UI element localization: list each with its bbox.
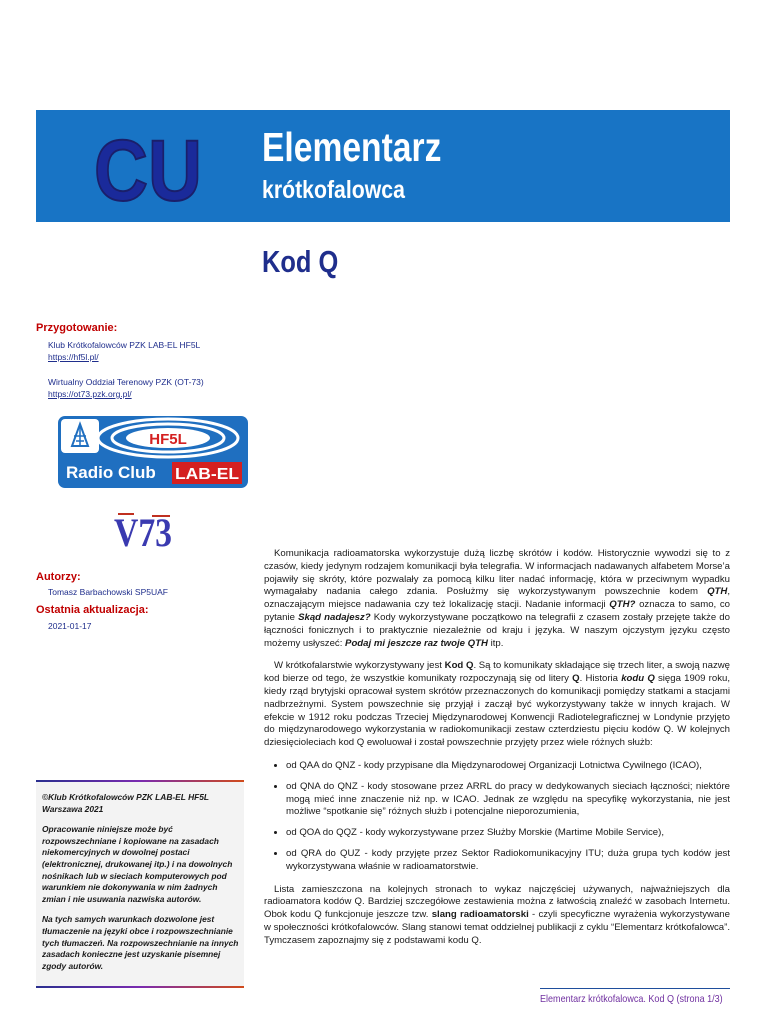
paragraph-2: W krótkofalarstwie wykorzystywany jest Kod Q. Są to komunikaty składające się trzech liter, a swoją nazwę kod bierze od tego, że wszystkie komunikaty rozpoczynają się od litery Q. Historia kodu Q sięga 1909 roku, kiedy rząd brytyjski opracował system skrótów przeznaczonych do komunikacji pomiędzy statkami a stacjami nadbrzeżnymi. System powszechnie się przyjął i zaczął być wykorzystywany także w innych krajach. W efekcie w 1912 roku podczas Trzeciej Międzynarodowej Konwencji Radiotelegraficznej w Londynie przyjęto do międzynarodowego wykorzystania w radiokomunikacji zestaw czterdziestu pięciu kodów Q. W kolejnych dziesięcioleciach kod Q ewoluował i został powszechnie przyjęty przez wiele różnych służb:	[264, 660, 731, 749]
q-code-ranges-list	[264, 760, 730, 874]
lab-el-text: LAB-EL	[175, 466, 240, 483]
paragraph-1: Komunikacja radioamatorska wykorzystuje dużą liczbę skrótów i kodów. Historycznie wywodzi się to z czasów, kiedy jedynym rodzajem komunikacji była telegrafia. W informacjach nadawanych alfabetem Morse’a pojawiły się skróty, które pozwalały za pomocą kilku liter nadać informację, która w przeciwnym wypadku wymagałaby nadania całego zdania. Posłużmy się wykorzystywanym powszechnie kodem QTH, oznaczającym miejsce nadawania czy też lokalizację stacji. Nadanie informacji QTH? oznacza to samo, co pytanie Skąd nadajesz? Kody wykorzystywane początkowo na telegrafii z czasem zostały przejęte także do łączności fonicznych i to praktycznie niezależnie od kraju i języka. W naszym ojczystym języku często możemy usłyszeć: Podaj mi jeszcze raz twoje QTH itp.	[264, 548, 730, 649]
cu-logo	[88, 118, 208, 218]
authors-value: Tomasz Barbachowski SP5UAF	[48, 587, 168, 597]
copyright-para1: Opracowanie niniejsze może być rozpowszechniane i kopiowane na zasadach niekomercyjnych w dowolnej postaci (elektronicznej, drukowanej itp.) i na dowolnych nośnikach lub w sieciach komputerowych pod warunkiem nie dokonywania w nim żadnych zmian i nie usuwania nazwiska autorów.	[42, 824, 233, 904]
copyright-bottom-rule	[36, 986, 244, 988]
main-article	[264, 548, 730, 958]
radio-club-text: Radio Club	[66, 463, 156, 482]
copyright-para2: Na tych samych warunkach dozwolone jest tłumaczenie na języki obce i rozpowszechnianie tych tłumaczeń. Na rozpowszechnianie na innych zasadach konieczne jest uzyskanie pisemnej zgody autorów.	[42, 914, 239, 971]
org1-link[interactable]: https://hf5l.pl/	[48, 352, 99, 362]
header-subtitle: krótkofalowca	[262, 176, 405, 204]
radio-club-logo	[58, 416, 248, 488]
prepared-label: Przygotowanie:	[36, 322, 118, 334]
paragraph-3: Lista zamieszczona na kolejnych stronach to wykaz najczęściej używanych, najważniejszych dla radioamatora kodów Q. Bardziej szczegółowe zestawienia można z łatwością znaleźć w zasobach Internetu. Obok kodu Q funkcjonuje jeszcze tzw. slang radioamatorski - czyli specyficzne wyrażenia wykorzystywane w społeczności krótkofalowców. Slang stanowi temat oddzielnej publikacji z cyklu “Elementarz krótkofalowca”. Tymczasem zapoznajmy się z podstawami kodu Q.	[264, 883, 730, 946]
copyright-line1: ©Klub Krótkofalowców PZK LAB-EL HF5L	[42, 792, 210, 802]
authors-label: Autorzy:	[36, 571, 81, 583]
cu-logo-text: CU	[94, 123, 202, 219]
v73-logo	[112, 504, 174, 554]
copyright-top-rule	[36, 780, 244, 782]
page-footer: Elementarz krótkofalowca. Kod Q (strona 1/3)	[540, 993, 723, 1005]
footer-rule	[540, 988, 730, 989]
updated-value: 2021-01-17	[48, 621, 92, 631]
copyright-text	[42, 792, 242, 981]
org2-name: Wirtualny Oddział Terenowy PZK (OT-73)	[48, 377, 204, 387]
list-item: • od QRA do QUZ - kody przyjęte przez Sektor Radiokomunikacyjny ITU; duża grupa tych kodów jest wykorzystywana właśnie w radioamatorstwie.	[286, 848, 730, 874]
list-item: • od QOA do QQZ - kody wykorzystywane przez Służby Morskie (Martime Mobile Service),	[286, 827, 730, 840]
org2-link[interactable]: https://ot73.pzk.org.pl/	[48, 389, 132, 399]
org1-name: Klub Krótkofalowców PZK LAB-EL HF5L	[48, 340, 201, 350]
copyright-line2: Warszawa 2021	[42, 803, 104, 814]
list-item: • od QNA do QNZ - kody stosowane przez ARRL do pracy w dedykowanych sieciach łączności; niektóre mogą mieć inne znaczenie niż np. w ICAO. Jednak ze względu na specyfikę wykorzystania, nie jest możliwe “spotkanie się” różnych służb i potencjalne nieporozumienia,	[286, 781, 730, 819]
hf5l-badge-text: HF5L	[149, 431, 187, 448]
document-title: Kod Q	[262, 244, 339, 279]
list-item: • od QAA do QNZ - kody przypisane dla Międzynarodowej Organizacji Lotnictwa Cywilnego (ICAO),	[286, 760, 730, 773]
updated-label: Ostatnia aktualizacja:	[36, 604, 149, 616]
v73-text: V73	[114, 510, 172, 555]
header-title: Elementarz	[262, 124, 442, 170]
